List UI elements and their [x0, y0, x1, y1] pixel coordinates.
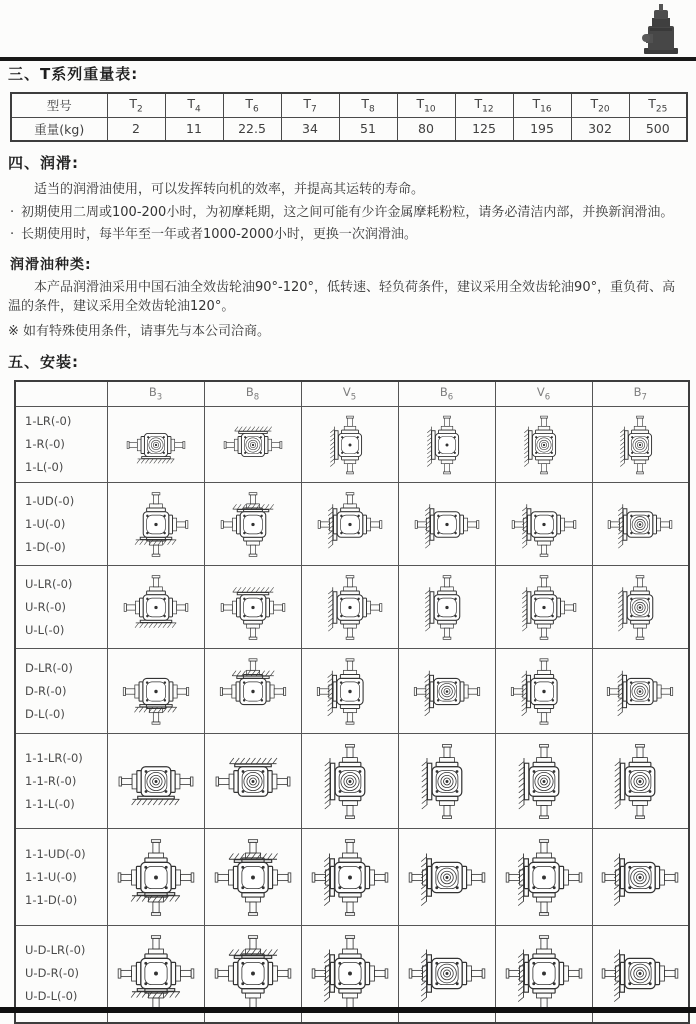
bullet-dot: ·: [10, 204, 15, 220]
mount-position-header-B8: $B_8$: [204, 381, 301, 407]
install-diagram-V5: [301, 566, 398, 649]
install-table: [14, 380, 690, 1024]
mount-position-header-B6: $B_6$: [398, 381, 495, 407]
mount-position-header-V5: $V_5$: [301, 381, 398, 407]
mount-position-header-B3: $B_3$: [107, 381, 204, 407]
shaft-config-label: 1-L(-0): [25, 460, 64, 474]
install-diagram-B7: [592, 649, 689, 734]
shaft-config-label: 1-1-L(-0): [25, 796, 75, 811]
install-diagram-V5: [301, 829, 398, 926]
lubrication-bullet-2: [8, 225, 688, 245]
shaft-config-label: 1-1-U(-0): [25, 869, 77, 884]
install-diagram-B7: [592, 483, 689, 566]
shaft-config-label: U-D-L(-0): [25, 989, 78, 1004]
lube-types-title: 润滑油种类:: [10, 256, 92, 273]
install-diagram-B8: [204, 407, 301, 483]
install-row-labels: [15, 483, 107, 566]
shaft-config-label: 1-1-LR(-0): [25, 750, 83, 765]
install-row: [15, 566, 689, 649]
model-cell: $T_{25}$: [629, 93, 687, 117]
install-row-labels: [15, 407, 107, 483]
install-diagram-B8: [204, 649, 301, 734]
install-diagram-B6: [398, 734, 495, 829]
model-cell: $T_6$: [223, 93, 281, 117]
special-conditions-note: ※ 如有特殊使用条件，请事先与本公司洽商。: [8, 323, 271, 339]
install-row-labels: [15, 566, 107, 649]
install-header-corner: [15, 381, 107, 407]
mount-position-header-V6: $V_6$: [495, 381, 592, 407]
model-cell: $T_7$: [281, 93, 339, 117]
section-weight-title: 三、T系列重量表:: [8, 65, 139, 83]
shaft-config-label: U-R(-0): [25, 599, 66, 614]
weight-cell: 11: [165, 117, 223, 141]
install-diagram-B6: [398, 566, 495, 649]
model-cell: $T_2$: [107, 93, 165, 117]
model-cell: $T_8$: [339, 93, 397, 117]
page-content: [0, 63, 696, 1024]
model-header-cell: 型号: [11, 93, 107, 117]
install-diagram-V6: [495, 829, 592, 926]
install-diagram-B3: [107, 734, 204, 829]
install-row-labels: [15, 734, 107, 829]
shaft-config-label: 1-U(-0): [25, 516, 66, 531]
install-diagram-B8: [204, 829, 301, 926]
install-diagram-B3: [107, 483, 204, 566]
model-cell: $T_{16}$: [513, 93, 571, 117]
top-divider-rule: [0, 57, 696, 61]
install-diagram-V5: [301, 483, 398, 566]
install-row: [15, 829, 689, 926]
install-table-body: [15, 381, 689, 1023]
shaft-config-label: 1-R(-0): [25, 437, 65, 451]
install-diagram-B6: [398, 483, 495, 566]
install-diagram-B8: [204, 566, 301, 649]
shaft-config-label: 1-1-D(-0): [25, 892, 78, 907]
model-cell: $T_{12}$: [455, 93, 513, 117]
lubrication-bullet-2-text: 长期使用时，每半年至一年或者1000-2000小时，更换一次润滑油。: [21, 227, 417, 242]
weight-cell: 2: [107, 117, 165, 141]
weight-table-model-row: [11, 93, 687, 117]
weight-table-weight-row: [11, 117, 687, 141]
install-diagram-V6: [495, 649, 592, 734]
install-row-labels: [15, 829, 107, 926]
weight-cell: 125: [455, 117, 513, 141]
install-diagram-B3: [107, 649, 204, 734]
shaft-config-label: U-D-R(-0): [25, 966, 80, 981]
weight-cell: 80: [397, 117, 455, 141]
weight-table: [10, 92, 688, 142]
install-diagram-V6: [495, 566, 592, 649]
install-diagram-V6: [495, 734, 592, 829]
install-diagram-B3: [107, 829, 204, 926]
install-header-row: [15, 381, 689, 407]
weight-cell: 51: [339, 117, 397, 141]
shaft-config-label: 1-UD(-0): [25, 493, 75, 508]
shaft-config-label: U-L(-0): [25, 622, 65, 637]
shaft-config-label: 1-1-R(-0): [25, 773, 77, 788]
shaft-config-label: U-LR(-0): [25, 576, 73, 591]
install-diagram-B6: [398, 649, 495, 734]
install-diagram-V6: [495, 407, 592, 483]
lubrication-bullet-1-text: 初期使用二周或100-200小时，为初摩耗期，这之间可能有少许金属摩耗粉粒，请务必清洁内部，并换新润滑油。: [21, 204, 674, 220]
weight-cell: 34: [281, 117, 339, 141]
shaft-config-label: D-R(-0): [25, 683, 67, 698]
lube-types-body: 本产品润滑油采用中国石油全效齿轮油90°-120°，低转速、轻负荷条件，建议采用全效齿轮油90°，重负荷、高温的条件，建议采用全效齿轮油120°。: [8, 279, 676, 314]
mount-position-header-B7: $B_7$: [592, 381, 689, 407]
install-diagram-B7: [592, 829, 689, 926]
install-diagram-V5: [301, 407, 398, 483]
section-install-title: 五、安装:: [8, 352, 79, 371]
weight-cell: 302: [571, 117, 629, 141]
install-diagram-V5: [301, 649, 398, 734]
lubrication-bullet-1: [8, 203, 688, 223]
install-diagram-B7: [592, 566, 689, 649]
install-diagram-B7: [592, 734, 689, 829]
weight-cell: 500: [629, 117, 687, 141]
install-diagram-V6: [495, 483, 592, 566]
page-bottom-edge: [0, 1007, 696, 1013]
install-row: [15, 483, 689, 566]
lubrication-intro: 适当的润滑油使用，可以发挥转向机的效率，并提高其运转的寿命。: [34, 182, 425, 197]
install-diagram-B8: [204, 483, 301, 566]
gearbox-product-photo-image: [638, 4, 682, 57]
bullet-dot: ·: [10, 227, 15, 242]
weight-table-body: [11, 93, 687, 141]
model-cell: $T_4$: [165, 93, 223, 117]
weight-cell: 195: [513, 117, 571, 141]
shaft-config-label: 1-1-UD(-0): [25, 846, 86, 861]
install-row: [15, 407, 689, 483]
install-row: [15, 734, 689, 829]
install-diagram-B7: [592, 407, 689, 483]
section-lubrication-title: 四、润滑:: [8, 154, 79, 172]
install-diagram-V5: [301, 734, 398, 829]
install-diagram-B3: [107, 407, 204, 483]
weight-header-cell: 重量(kg): [11, 117, 107, 141]
install-diagram-B3: [107, 566, 204, 649]
install-row: [15, 649, 689, 734]
shaft-config-label: D-L(-0): [25, 706, 65, 721]
shaft-config-label: D-LR(-0): [25, 660, 73, 675]
model-cell: $T_{20}$: [571, 93, 629, 117]
shaft-config-label: 1-D(-0): [25, 539, 66, 554]
install-diagram-B8: [204, 734, 301, 829]
shaft-config-label: 1-LR(-0): [25, 414, 72, 428]
shaft-config-label: U-D-LR(-0): [25, 943, 86, 958]
weight-cell: 22.5: [223, 117, 281, 141]
model-cell: $T_{10}$: [397, 93, 455, 117]
install-diagram-B6: [398, 829, 495, 926]
install-diagram-B6: [398, 407, 495, 483]
install-row-labels: [15, 649, 107, 734]
